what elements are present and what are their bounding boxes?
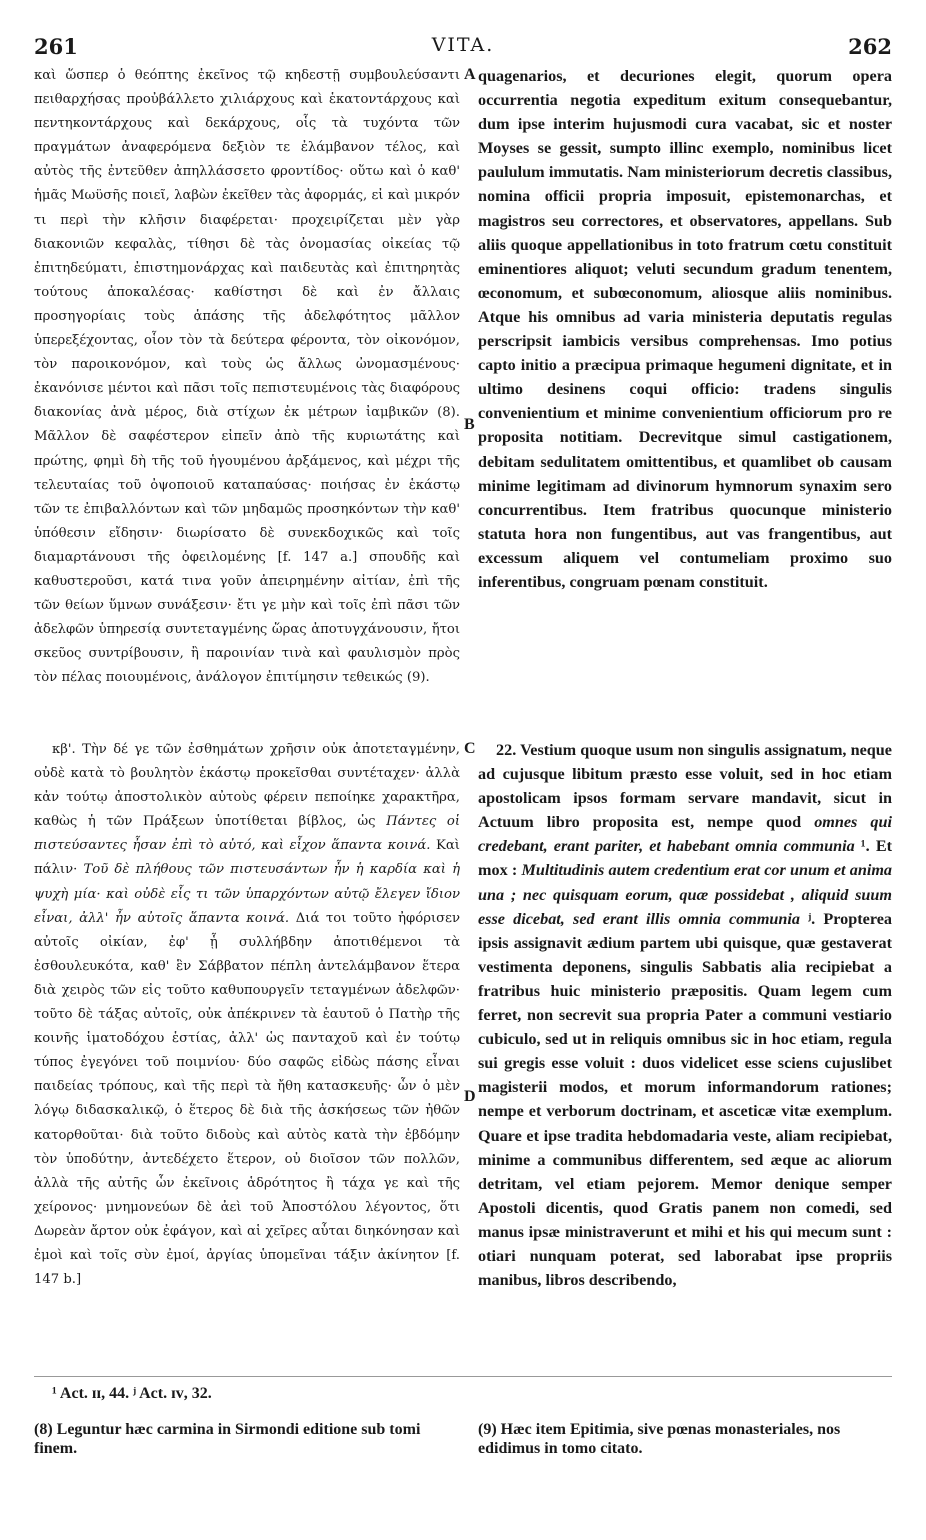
footnote-8: (8) Leguntur hæc carmina in Sirmondi editione sub tomi finem. (34, 1421, 421, 1457)
latin-paragraph-2 (478, 738, 892, 1292)
footnote-rule (34, 1376, 892, 1377)
footnote-9: (9) Hæc item Epitimia, sive pœnas monasteriales, nos edidimus in tomo citato. (478, 1421, 841, 1457)
latin-reference-1: ¹. Et mox : (478, 837, 893, 880)
scripture-references: ¹ Act. ɪɪ, 44. ʲ Act. ɪᴠ, 32. (52, 1385, 212, 1402)
margin-marker-a: A (464, 66, 476, 83)
latin-chapter-lead: 22. Vestium quoque usum non singulis assignatum, neque ad cujusque libitum præsto esse voluit, sed in hoc etiam apostolicam ipsos formam servare mandavit, sicut in Actuum libro proposita est, nempe quod (478, 741, 892, 832)
greek-paragraph-1: καὶ ὥσπερ ὁ θεόπτης ἐκεῖνος τῷ κηδεστῇ συμβουλεύσαντι πειθαρχήσας προὐβάλλετο χιλιάρχους καὶ ἑκατοντάρχους καὶ πεντηκοντάρχους καὶ δεκάρχους, οἷς τὰ τυχόντα τῶν πραγμάτων ἀναφερόμενα δεξιὸν τε ἐλάμβανον τέλος, καὶ αὐτὸς τῆς ἐντεῦθεν ἀπηλλάσσετο φροντίδος· οὕτω καὶ ὁ καθ' ἡμᾶς Μωϋσῆς ποιεῖ, λαβὼν ἐκεῖθεν τὰς ἀφορμάς, εἰ καὶ μικρόν τι περὶ τὴν κλῆσιν διαφέρεται· προχειρίζεται μὲν γὰρ διακονιῶν κεφαλὰς, τίθησι δὲ τὰς ὀνομασίας οἰκείας τῷ ἐπιτηδεύματι, ἐπιστημονάρχας καὶ παιδευτὰς καὶ ἐπιτηρητὰς τούτους ἀποκαλέσας· καθίστησι δὲ καὶ ἐν ἄλλαις προσηγορίαις τοὺς ἁπάσης τῆς ἀδελφότητος μᾶλλον ὑπερεξέχοντας, οἷον τὸν τὰ δεύτερα φέροντα, τὸν οἰκονόμον, τὸν παροικονόμον, καὶ τοὺς ὡς ἄλλως ὠνομασμένους· ἐκανόνισε μέντοι καὶ πᾶσι τοῖς πεπιστευμένοις τὰς διαφόρους διακονίας ἀνὰ μέρος, διὰ στίχων ἐκ μέτρων ἰαμβικῶν (8). Μᾶλλον δὲ σαφέστερον εἰπεῖν ἀπὸ τῆς κυριωτάτης καὶ πρώτης, φημὶ δὴ τῆς τοῦ ἡγουμένου ἀρξάμενος, καὶ μέχρι τῆς τελευταίας τοῦ ὀψοποιοῦ καταπαύσας· ποιήσας ἐν ἑκάστῳ τῶν τε ἐπιβαλλόντων καὶ τῶν μηδαμῶς προσηκόντων τὴν καθ' ὑπόθεσιν εἴδησιν· διωρίσατο δὲ συνεκδοχικῶς καὶ τοῖς διαμαρτάνουσι τῆς ὀφειλομένης [f. 147 a.] σπουδῆς καὶ καθυστεροῦσι, κατά τινα γοῦν ἀπειρημένην αἰτίαν, ἐπὶ τῆς τῶν θείων ὕμνων συνάξεσιν· ἔτι γε μὴν καὶ τοῖς ἐπὶ πᾶσι τῶν ἀδελφῶν ὑπηρεσίᾳ συντεταγμένης ὥρας ἀποτυγχάνουσιν, ἤτοι σκεῦος συντρίβουσιν, ἢ παροινίαν τινὰ καὶ φαυλισμὸν πρὸς τὸν πέλας ποιουμένοις, ἀνάλογον ἐπιτίμησιν τεθεικώς (9). (34, 68, 460, 686)
latin-quotation-2: Multitudinis autem credentium erat cor unum et anima una ; nec quisquam eorum, quæ possidebat , aliquid suum esse dicebat, sed erant illis omnia communia (478, 861, 893, 928)
running-header (34, 34, 892, 60)
greek-quotation-1: Πάντες οἱ πιστεύσαντες ἦσαν ἐπὶ τὸ αὐτό, καὶ εἶχον ἅπαντα κοινά. (34, 814, 461, 854)
latin-column-lower (478, 738, 892, 1366)
margin-marker-c: C (464, 740, 476, 757)
greek-quotation-2: Τοῦ δὲ πλήθους τῶν πιστευσάντων ἦν ἡ καρδία καὶ ἡ ψυχὴ μία· καὶ οὐδὲ εἷς τι τῶν ὑπαρχόντων αὐτῷ ἔλεγεν ἴδιον εἶναι, ἀλλ' ἦν αὐτοῖς ἅπαντα κοινά. (34, 862, 460, 926)
greek-column-upper (34, 64, 460, 686)
greek-paragraph-2 (34, 738, 460, 1292)
right-page-number: 262 (848, 34, 892, 59)
greek-column-lower (34, 738, 460, 1366)
greek-chapter-rest: Διά τοι τοῦτο ἠφόρισεν αὐτοῖς οἰκίαν, ἐφ' ᾗ συλλήβδην ἀποτιθέμενοι τὰ ἐσθουλευκότα, καθ' ἓν Σάββατον πέπλη ἀντελάμβανον ἕτερα διὰ χειρὸς τῶν εἰς τοῦτο καθυπουργεῖν τεταγμένων ἀδελφῶν· τοῦτο δὲ τάξας αὐτοῖς, οὐκ ἀπέκρινεν τὰ ἑαυτοῦ ὁ Πατὴρ τῆς κοινῆς ἱματοδόχου ἑστίας, ἀλλ' ὡς πανταχοῦ καὶ ἐν τούτῳ τύπος ἐγεγόνει τοῦ ποιμνίου· δύο σαφῶς εἰδὼς πάσης εἶναι παιδείας τρόπους, καὶ τῆς περὶ τὰ ἤθη κατασκευῆς· ὧν ὁ μὲν λόγῳ διδασκαλικῷ, ὁ ἕτερος δὲ διὰ τῆς ἀσκήσεως τῶν ἠθῶν κατορθοῦται· διὰ τοῦτο διδοὺς καὶ αὐτὸς κατὰ τὴν ἑβδόμην τὸν ὑποδύτην, ἀντεδέχετο ἕτερον, οὐ διοῖσον τῶν πολλῶν, ἀλλὰ τῆς αὐτῆς ὧν ἐκεῖνοις ἁδρότητος ἢ τάχα γε καὶ τῆς χείρονος· μνημονεύων δὲ ἀεὶ τοῦ Ἀποστόλου λέγοντος, ὅτι Δωρεὰν ἄρτον οὐκ ἐφάγον, καὶ αἱ χεῖρες αὗται διηκόνησαν καὶ ἐμοὶ καὶ τοῖς σὺν ἐμοί, ἀργίας ὑπομεῖναι τάξιν ἀκίνητον [f. 147 b.] (34, 910, 460, 1288)
left-page-number: 261 (34, 34, 78, 59)
running-title: VITA. (431, 34, 495, 56)
latin-quotation-1: omnes qui credebant, erant pariter, et habebant omnia communia (478, 813, 892, 856)
greek-chapter-lead: κβ'. Τὴν δέ γε τῶν ἐσθημάτων χρῆσιν οὐκ ἀποτεταγμένην, οὐδὲ κατὰ τὸ βουλητὸν ἑκάστῳ προκεῖσθαι συντέταχεν· ἀλλὰ κἀν τούτῳ ἀποστολικὸν αὐτοὺς φέρειν πεποίηκε χαρακτῆρα, καθὼς ἡ τῶν Πράξεων ὑποτίθεται βίβλος, ὡς (34, 742, 460, 830)
margin-marker-d: D (464, 1088, 476, 1105)
latin-column-upper (478, 64, 892, 664)
greek-transition: Καὶ πάλιν· (34, 838, 460, 878)
latin-paragraph-1: quagenarios, et decuriones elegit, quorum opera occurrentia negotia expeditum exitum consequebantur, dum ipse interim hujusmodi cura vacabat, sic et noster Moyses se gessit, sumpto illinc exemplo, nominibus licet paululum immutatis. Nam ministeriorum decretis classibus, nomina officii propria imposuit, epistemonarchas, et magistros seu correctores, et observatores, appellans. Sub aliis quoque appellationibus in toto fratrum cœtu constituit eminentiores aliquot; veluti secundum gradum tenentem, œconomum, et subœconomum, aliosque aliis nominibus. Atque his omnibus ad varia ministeria deputatis regulas perscripsit iambicis versibus comprehensas. Imo potius capto initio a præcipua primaque hegumeni dignitate, et in ultimo desinens coqui officio: tradens singulis convenientium et minime convenientium officiorum pro re proposita notitiam. Decrevitque simul castigationem, debitam sedulitatem omittentibus, et quamlibet ob causam minime legitimam ad divinorum hymnorum synaxim sero concurrentibus. Item fratribus quocunque ministerio statuta hora non fungentibus, aut vas frangentibus, aut excessum aliquem vel contumeliam proximo suo inferentibus, congruam pœnam constituit. (478, 67, 892, 591)
margin-marker-b: B (464, 416, 475, 433)
latin-chapter-rest: ʲ. Propterea ipsis assignavit ædium partem ubi quisque, quæ gestaverat vestimenta deponens, singulis Sabbatis alia recipiebat a fratribus huic ministerio præpositis. Quam legem cum ferret, non secrevit sua propria Pater a communi vestiario cubiculo, sed ut in reliquis omnibus sic in hoc etiam, regula sui gregis esse voluit : duos videlicet esse sciens cujuslibet magisterii modos, et morum informandorum rationes; nempe et verborum doctrinam, et asceticæ vitæ exemplum. Quare et ipse tradita hebdomadaria veste, aliam recipiebat, minime a communibus differentem, sed æque ac aliorum detritam, vel etiam pejorem. Memor denique semper Apostoli dicentis, quod Gratis panem non comedi, sed manus ipsæ ministraverunt et mihi et his qui mecum sunt : otiari nunquam poterat, sed laborabat ipse propriis manibus, libros describendo, (478, 909, 892, 1290)
